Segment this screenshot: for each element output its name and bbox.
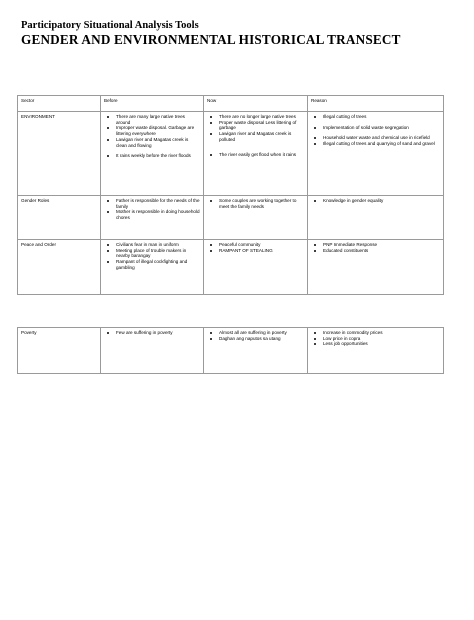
list-item: Lawigan river and Magatas creek is clean and flowing [104,137,200,148]
poverty-table [17,327,444,374]
doc-title: GENDER AND ENVIRONMENTAL HISTORICAL TRANSECT [21,32,401,47]
header-row [18,96,444,112]
before-cell [101,112,204,196]
sector-cell: Gender Roles [18,196,101,240]
col-header-reason: Reason [308,96,444,112]
list-item: Father is responsible for the needs of the family [104,198,200,209]
list-item: Few are suffering in poverty [104,330,200,336]
before-cell [101,328,204,374]
sector-cell: Peace and Order [18,240,101,295]
list-item: Mother is responsible in doing household chores [104,209,200,220]
sector-cell: Poverty [18,328,101,374]
now-cell [204,328,308,374]
list-item: Knowledge in gender equality [311,198,440,204]
list-item: Lawigan river and Magatas creek is polluted [207,131,304,142]
before-cell [101,196,204,240]
now-cell [204,196,308,240]
list-item: Household water waste and chemical use in ricefield [311,135,440,141]
col-header-before: Before [101,96,204,112]
reason-cell [308,240,444,295]
list-item: Low price in copra [311,336,440,342]
list-item: The river easily get flood when it rains [207,152,304,158]
now-cell [204,112,308,196]
before-cell [101,240,204,295]
list-item: Peaceful community [207,242,304,248]
transect-table [17,95,444,295]
list-item: Illegal cutting of trees [311,114,440,120]
table-row-peace-and-order [18,240,444,295]
table-row-environment [18,112,444,196]
list-item: RAMPANT OF STEALING [207,248,304,254]
col-header-sector: Sector [18,96,101,112]
reason-cell [308,328,444,374]
list-item: Rampant of illegal cockfighting and gambling [104,259,200,270]
list-item: It rains weekly before the river floods [104,153,200,159]
table-row-poverty [18,328,444,374]
sector-cell: ENVIRONMENT [18,112,101,196]
list-item: There are many large native trees around [104,114,200,125]
list-item: Educated constituents [311,248,440,254]
list-item: Increase in commodity prices [311,330,440,336]
list-item: Meeting place of trouble makers in nearby barangay [104,248,200,259]
list-item: Almost all are suffering in poverty [207,330,304,336]
list-item: PNP Immediate Response [311,242,440,248]
list-item: Implementation of solid waste segregation [311,125,440,131]
page-header [21,20,401,47]
col-header-now: Now [204,96,308,112]
table-row-gender-roles [18,196,444,240]
reason-cell [308,196,444,240]
reason-cell [308,112,444,196]
list-item: Civilians fear in man in uniform [104,242,200,248]
list-item: Proper waste disposal Less littering of garbage [207,120,304,131]
doc-subtitle: Participatory Situational Analysis Tools [21,20,199,31]
list-item: Less job opportunities [311,341,440,347]
list-item: Improper waste disposal. Garbage are littering everywhere [104,125,200,136]
list-item: Some couples are working together to meet the family needs [207,198,304,209]
list-item: Daghan ang naputos sa utang [207,336,304,342]
list-item: Illegal cutting of trees and quarrying of sand and gravel [311,141,440,147]
now-cell [204,240,308,295]
list-item: There are no longer large native trees [207,114,304,120]
